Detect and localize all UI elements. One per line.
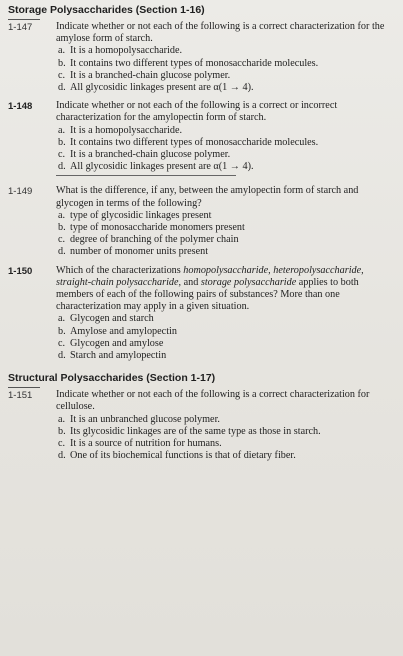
section-title-structural-polysaccharides: Structural Polysaccharides (Section 1-17) (8, 372, 216, 385)
option-label: d. (58, 246, 66, 258)
option-text: It is a source of nutrition for humans. (70, 438, 222, 450)
option-text: One of its biochemical functions is that of dietary fiber. (70, 450, 296, 462)
option-label: b. (58, 325, 66, 337)
problem-1-149 (8, 185, 395, 258)
problem-stem (56, 265, 391, 314)
option-label: c. (58, 337, 66, 349)
option-text: Glycogen and starch (70, 313, 154, 325)
problem-1-150 (8, 265, 395, 363)
option-label: d. (58, 82, 66, 94)
stem-text: Which of the characterizations (56, 264, 184, 276)
option-label: a. (58, 313, 66, 325)
option-label: b. (58, 222, 66, 234)
option-text: It contains two different types of monosaccharide molecules. (70, 57, 319, 69)
problem-body (56, 185, 395, 258)
section-rule (8, 19, 40, 20)
option-text: It is a branched-chain glucose polymer. (70, 69, 231, 81)
option-list (56, 210, 391, 259)
stem-text: and (181, 276, 201, 288)
option-a (56, 125, 391, 137)
problem-body (56, 389, 395, 462)
problem-number: 1-149 (8, 186, 33, 198)
option-b (56, 326, 391, 338)
problem-1-147 (8, 21, 395, 94)
divider-line (56, 175, 236, 176)
problem-stem: Indicate whether or not each of the following is a correct characterization for cellulose. (56, 389, 370, 413)
problem-stem: Indicate whether or not each of the following is a correct characterization for the amylose form of starch. (56, 21, 385, 45)
option-a (56, 210, 391, 222)
problem-number: 1-150 (8, 265, 33, 277)
option-text: All glycosidic linkages present are α(1 → 4). (70, 82, 254, 94)
problem-number: 1-151 (8, 390, 33, 402)
option-label: d. (58, 161, 66, 173)
option-label: c. (58, 149, 66, 161)
option-text: Its glycosidic linkages are of the same type as those in starch. (70, 425, 321, 437)
option-label: b. (58, 57, 66, 69)
option-list (56, 313, 391, 362)
option-label: a. (58, 45, 66, 57)
section-rule (8, 387, 40, 388)
option-list (56, 45, 391, 94)
option-a (56, 414, 391, 426)
option-text: Amylose and amylopectin (70, 325, 177, 337)
option-label: d. (58, 450, 66, 462)
option-text: type of glycosidic linkages present (70, 209, 212, 221)
option-text: type of monosaccharide monomers present (70, 222, 245, 234)
option-b (56, 58, 391, 70)
option-c (56, 338, 391, 350)
option-c (56, 149, 391, 161)
problem-1-151 (8, 389, 395, 462)
option-text: It contains two different types of monosaccharide molecules. (70, 136, 319, 148)
option-label: c. (58, 69, 66, 81)
option-c (56, 438, 391, 450)
option-text: It is a homopolysaccharide. (70, 124, 183, 136)
option-text: It is a homopolysaccharide. (70, 45, 183, 57)
option-text: number of monomer units present (70, 246, 209, 258)
option-b (56, 137, 391, 149)
option-d (56, 450, 391, 462)
problem-number: 1-147 (8, 22, 33, 33)
option-label: a. (58, 209, 66, 221)
option-label: c. (58, 438, 66, 450)
option-label: a. (58, 413, 66, 425)
option-d (56, 82, 391, 94)
option-text: It is an unbranched glucose polymer. (70, 413, 220, 425)
option-text: Starch and amylopectin (70, 350, 167, 362)
option-d (56, 246, 391, 258)
option-b (56, 426, 391, 438)
option-text: degree of branching of the polymer chain (70, 234, 239, 246)
problem-1-148 (8, 100, 395, 179)
stem-text: applies to both members of each of the following pairs of substances? More than one characterization may apply in a given situation. (56, 276, 359, 313)
problem-body (56, 265, 395, 363)
stem-italic-term: storage polysaccharide (200, 276, 297, 288)
option-d (56, 161, 391, 173)
option-label: a. (58, 124, 66, 136)
option-text: It is a branched-chain glucose polymer. (70, 149, 231, 161)
stem-italic-terms: homopolysaccharide, heteropolysaccharide, straight-chain polysaccharide, (56, 264, 364, 288)
problem-stem: What is the difference, if any, between the amylopectin form of starch and glycogen in terms of the following? (56, 185, 359, 209)
problem-body (56, 21, 395, 94)
option-list (56, 414, 391, 463)
option-c (56, 70, 391, 82)
option-a (56, 45, 391, 57)
option-label: b. (58, 136, 66, 148)
option-label: c. (58, 234, 66, 246)
problem-stem: Indicate whether or not each of the following is a correct or incorrect characterization for the amylopectin form of starch. (56, 100, 338, 124)
option-label: d. (58, 350, 66, 362)
option-a (56, 313, 391, 325)
option-label: b. (58, 425, 66, 437)
option-text: All glycosidic linkages present are α(1 → 4). (70, 161, 254, 173)
section-structural (8, 372, 395, 462)
option-text: Glycogen and amylose (70, 337, 164, 349)
option-c (56, 234, 391, 246)
problem-number: 1-148 (8, 101, 33, 113)
option-list (56, 125, 391, 174)
section-title-storage-polysaccharides: Storage Polysaccharides (Section 1-16) (8, 4, 205, 16)
problem-body (56, 100, 395, 179)
option-d (56, 350, 391, 362)
option-b (56, 222, 391, 234)
